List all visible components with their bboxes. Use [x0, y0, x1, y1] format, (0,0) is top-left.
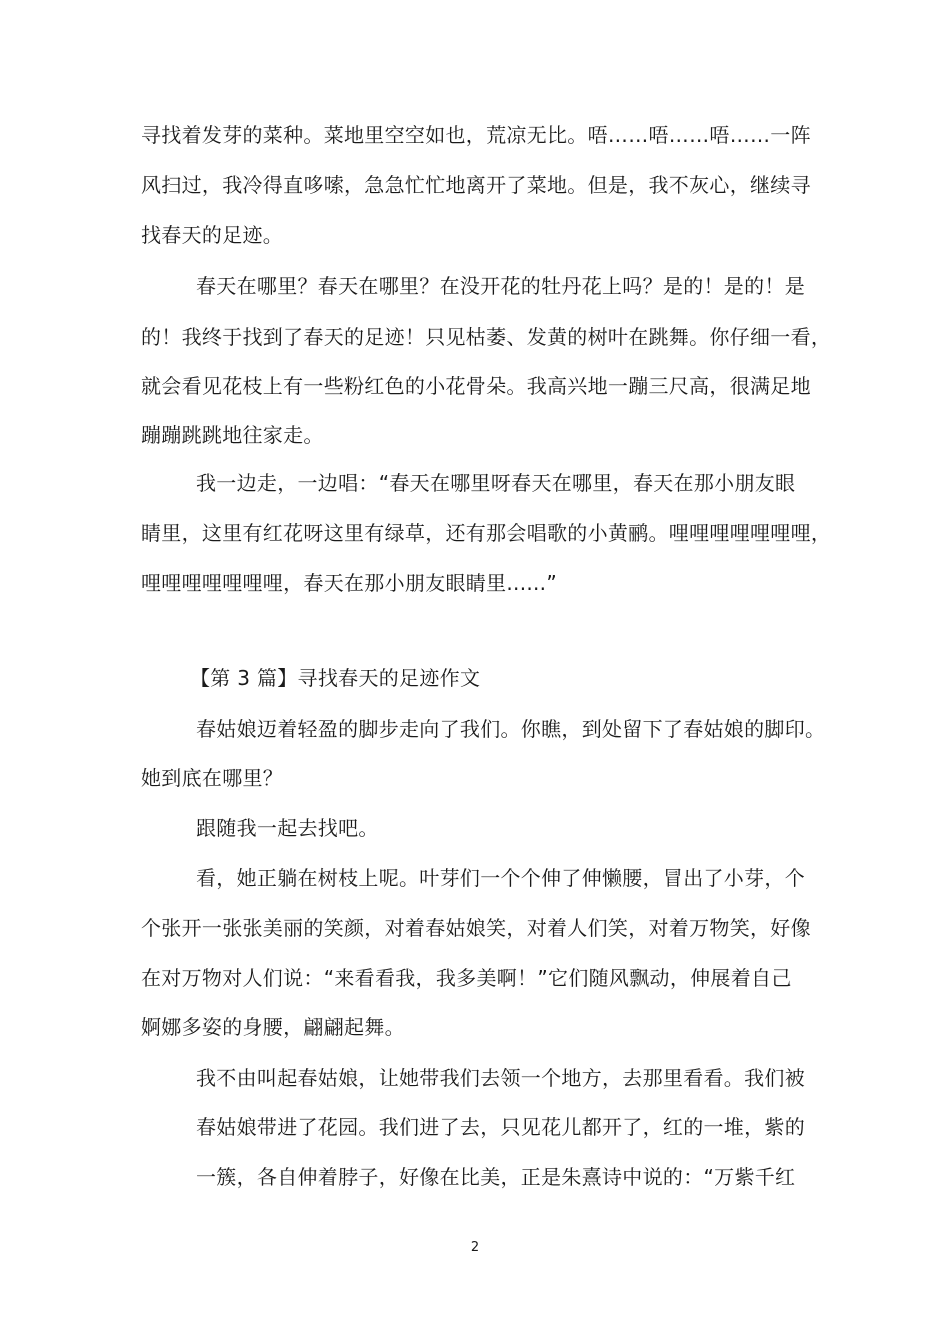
paragraph-line: 春姑娘迈着轻盈的脚步走向了我们。你瞧，到处留下了春姑娘的脚印。 [196, 717, 826, 741]
paragraph-line: 寻找着发芽的菜种。菜地里空空如也，荒凉无比。唔……唔……唔……一阵 [141, 123, 811, 147]
paragraph-line: 蹦蹦跳跳地往家走。 [141, 423, 324, 447]
page-number: 2 [470, 1240, 480, 1255]
paragraph-line: 哩哩哩哩哩哩哩，春天在那小朋友眼睛里......” [141, 571, 558, 595]
section-heading: 【第 3 篇】寻找春天的足迹作文 [190, 666, 481, 690]
paragraph-line: 就会看见花枝上有一些粉红色的小花骨朵。我高兴地一蹦三尺高，很满足地 [141, 374, 811, 398]
paragraph-line: 找春天的足迹。 [141, 223, 284, 247]
paragraph-line: 睛里，这里有红花呀这里有绿草，还有那会唱歌的小黄鹂。哩哩哩哩哩哩哩， [141, 521, 832, 545]
paragraph-line: 在对万物对人们说：“来看看我，我多美啊！”它们随风飘动，伸展着自己 [141, 966, 792, 990]
paragraph-line: 春姑娘带进了花园。我们进了去，只见花儿都开了，红的一堆，紫的 [196, 1115, 805, 1139]
paragraph-line: 跟随我一起去找吧。 [196, 816, 379, 840]
paragraph-line: 我一边走，一边唱：“春天在哪里呀春天在哪里，春天在那小朋友眼 [196, 471, 796, 495]
paragraph-line: 一簇，各自伸着脖子，好像在比美，正是朱熹诗中说的：“万紫千红 [196, 1165, 796, 1189]
paragraph-line: 她到底在哪里？ [141, 766, 284, 790]
paragraph-line: 婀娜多姿的身腰，翩翩起舞。 [141, 1015, 405, 1039]
paragraph-line: 春天在哪里？春天在哪里？在没开花的牡丹花上吗？是的！是的！是 [196, 274, 805, 298]
paragraph-line: 的！我终于找到了春天的足迹！只见枯萎、发黄的树叶在跳舞。你仔细一看， [141, 325, 832, 349]
paragraph-line: 风扫过，我冷得直哆嗦，急急忙忙地离开了菜地。但是，我不灰心，继续寻 [141, 173, 811, 197]
paragraph-line: 我不由叫起春姑娘，让她带我们去领一个地方，去那里看看。我们被 [196, 1066, 805, 1090]
paragraph-line: 个张开一张张美丽的笑颜，对着春姑娘笑，对着人们笑，对着万物笑，好像 [141, 916, 811, 940]
paragraph-line: 看，她正躺在树枝上呢。叶芽们一个个伸了伸懒腰，冒出了小芽，个 [196, 866, 805, 890]
